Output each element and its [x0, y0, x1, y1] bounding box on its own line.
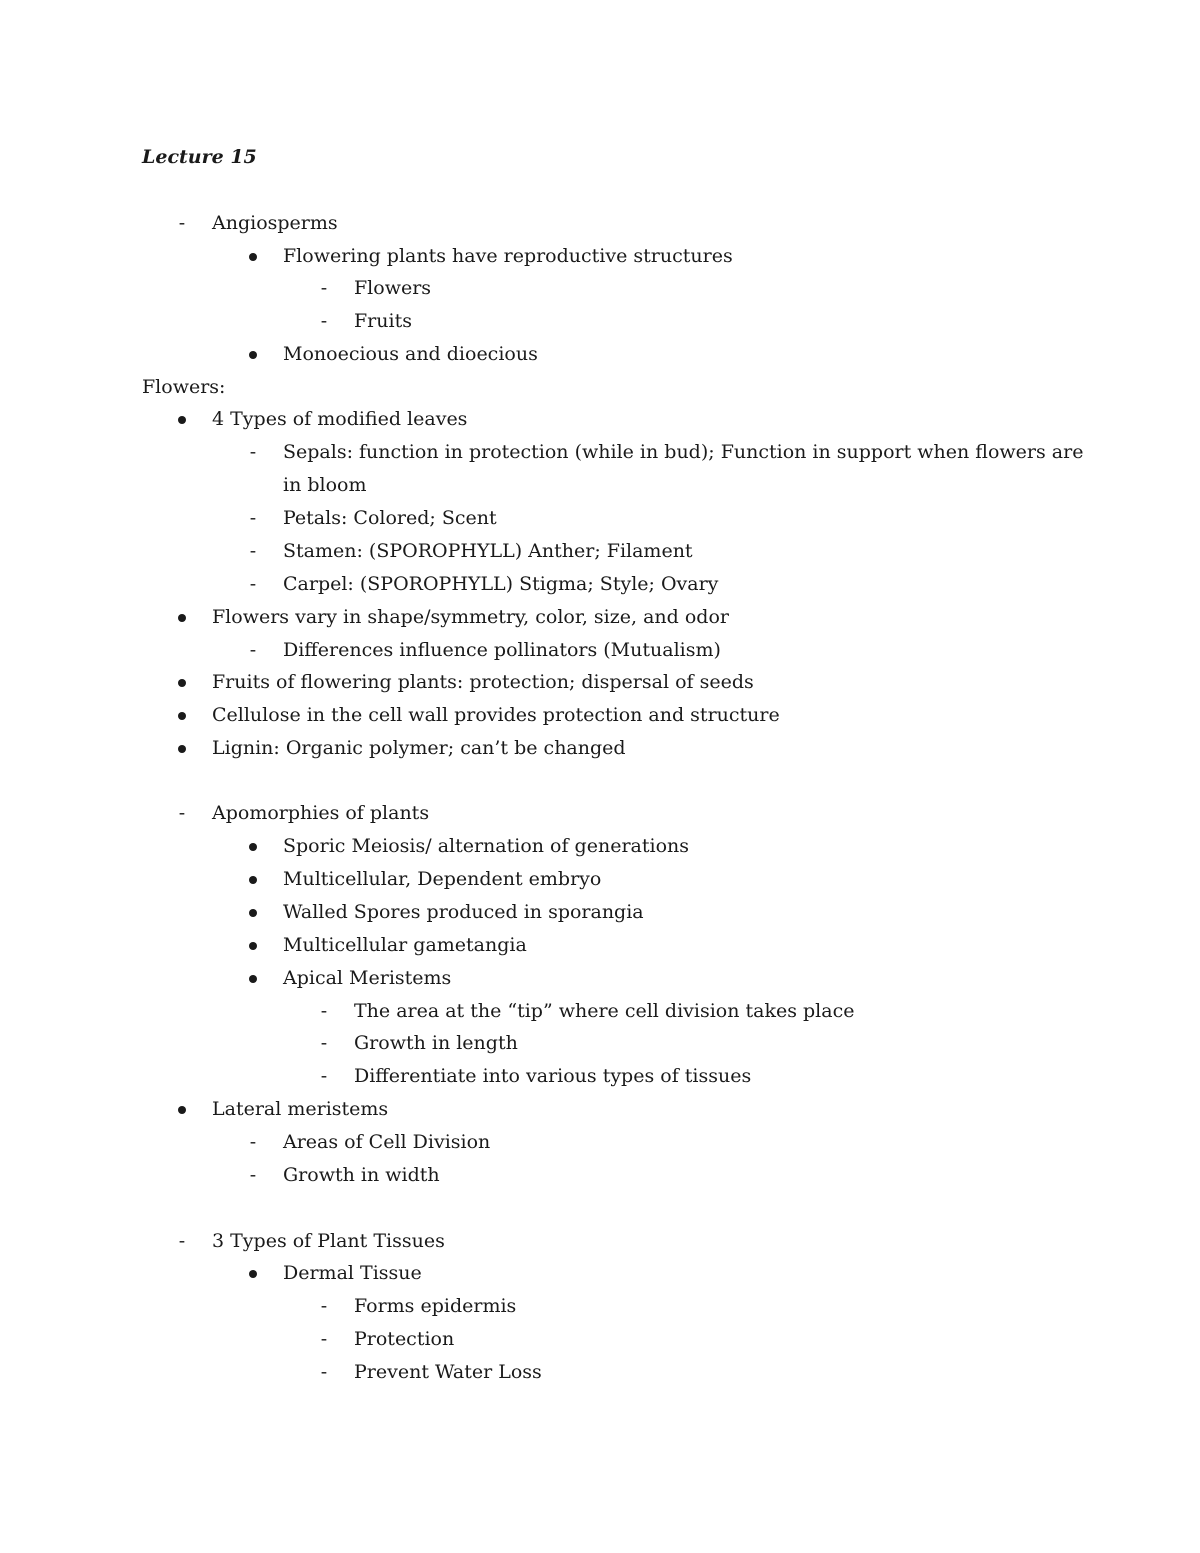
outline-line-text: Petals: Colored; Scent [283, 507, 497, 529]
dash-marker: - [178, 212, 186, 234]
outline-line-text: in bloom [283, 474, 367, 496]
outline-line-text: Angiosperms [212, 212, 338, 234]
dash-marker: - [320, 1295, 328, 1317]
bullet-icon [243, 240, 263, 273]
dash-marker: - [249, 540, 257, 562]
outline-line-text: Sepals: function in protection (while in bud); Function in support when flowers are [283, 441, 1084, 463]
dash-marker: - [320, 277, 328, 299]
outline-line-text: Flowers vary in shape/symmetry, color, size, and odor [212, 606, 729, 628]
outline-line-text: Stamen: (SPOROPHYLL) Anther; Filament [283, 540, 693, 562]
bullet-icon [243, 962, 263, 995]
dash-marker: - [249, 507, 257, 529]
dash-marker: - [249, 573, 257, 595]
outline-line-text: Multicellular gametangia [283, 934, 527, 956]
outline-line-text: Walled Spores produced in sporangia [283, 901, 644, 923]
bullet-icon [243, 338, 263, 371]
bullet-icon [243, 830, 263, 863]
bullet-icon [172, 601, 192, 634]
bullet-icon [172, 732, 192, 765]
outline-line-text: Areas of Cell Division [283, 1131, 491, 1153]
outline-line-text: Dermal Tissue [283, 1262, 422, 1284]
dash-marker: - [320, 1000, 328, 1022]
outline-line-text: Flowers [354, 277, 432, 299]
dash-marker: - [178, 802, 186, 824]
outline-line-text: Protection [354, 1328, 455, 1350]
outline-line-text: Carpel: (SPOROPHYLL) Stigma; Style; Ovary [283, 573, 719, 595]
outline-line-text: Apical Meristems [283, 967, 452, 989]
document-title: Lecture 15 [142, 146, 257, 168]
outline-line-text: Lateral meristems [212, 1098, 389, 1120]
outline-line-text: Flowers: [142, 376, 226, 398]
dash-marker: - [249, 1131, 257, 1153]
outline-line-text: Apomorphies of plants [212, 802, 430, 824]
outline-line-text: Forms epidermis [354, 1295, 517, 1317]
outline-line-text: Fruits of flowering plants: protection; dispersal of seeds [212, 671, 754, 693]
dash-marker: - [320, 1032, 328, 1054]
bullet-icon [243, 863, 263, 896]
outline-line-text: Lignin: Organic polymer; can’t be changed [212, 737, 626, 759]
outline-line-text: Growth in length [354, 1032, 518, 1054]
outline-line-text: 4 Types of modified leaves [212, 408, 468, 430]
outline-line-text: Differences influence pollinators (Mutualism) [283, 639, 721, 661]
bullet-icon [243, 896, 263, 929]
bullet-icon [243, 929, 263, 962]
dash-marker: - [320, 1328, 328, 1350]
outline-line-text: Prevent Water Loss [354, 1361, 542, 1383]
dash-marker: - [249, 639, 257, 661]
dash-marker: - [320, 310, 328, 332]
dash-marker: - [178, 1230, 186, 1252]
outline-line-text: Fruits [354, 310, 412, 332]
outline-line-text: The area at the “tip” where cell division takes place [354, 1000, 855, 1022]
bullet-icon [172, 699, 192, 732]
dash-marker: - [249, 1164, 257, 1186]
dash-marker: - [249, 441, 257, 463]
outline-line-text: 3 Types of Plant Tissues [212, 1230, 445, 1252]
outline-line-text: Flowering plants have reproductive structures [283, 245, 733, 267]
outline-line-text: Sporic Meiosis/ alternation of generations [283, 835, 689, 857]
dash-marker: - [320, 1361, 328, 1383]
outline-line-text: Monoecious and dioecious [283, 343, 538, 365]
bullet-icon [172, 666, 192, 699]
outline-line-text: Growth in width [283, 1164, 440, 1186]
outline-line-text: Differentiate into various types of tissues [354, 1065, 752, 1087]
outline-line-text: Cellulose in the cell wall provides protection and structure [212, 704, 780, 726]
bullet-icon [172, 403, 192, 436]
dash-marker: - [320, 1065, 328, 1087]
bullet-icon [172, 1093, 192, 1126]
bullet-icon [243, 1257, 263, 1290]
outline-line-text: Multicellular, Dependent embryo [283, 868, 602, 890]
